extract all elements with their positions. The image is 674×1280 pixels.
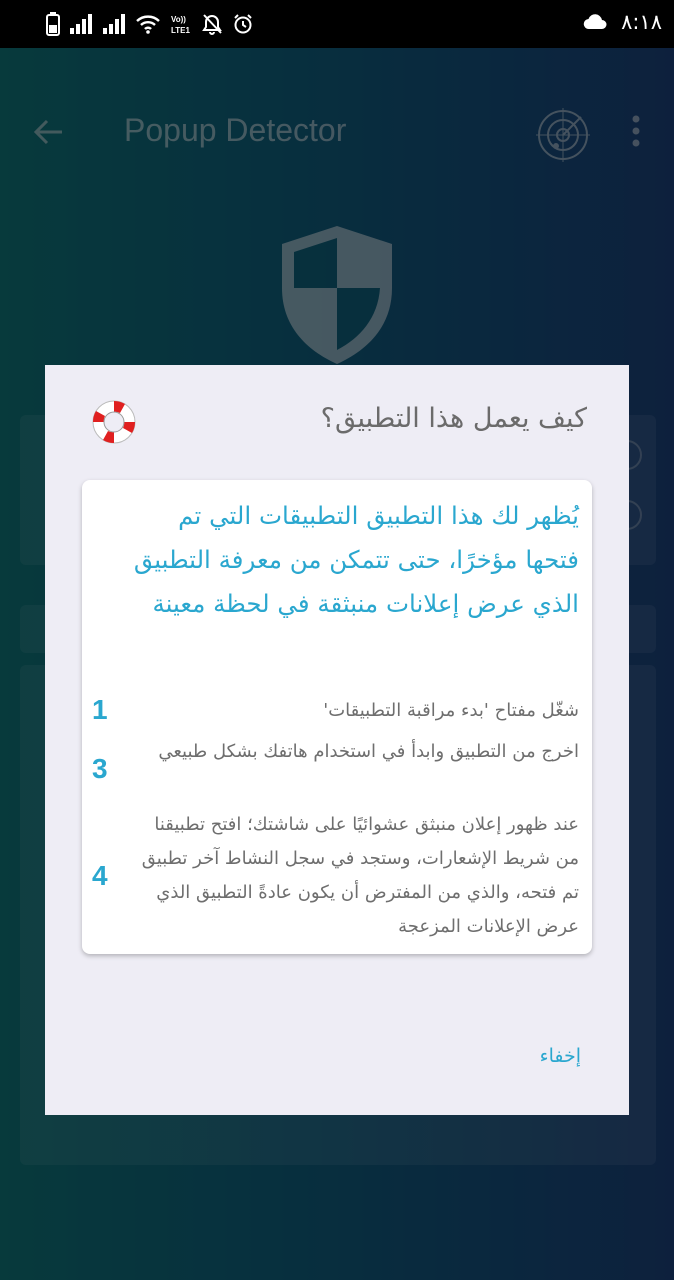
signal-icon — [69, 13, 93, 35]
battery-icon — [46, 12, 60, 36]
how-it-works-dialog — [45, 365, 629, 1115]
step-number: 1 — [92, 694, 108, 725]
mute-icon — [201, 13, 223, 35]
svg-text:Vo)): Vo)) — [171, 15, 186, 24]
dialog-title: كيف يعمل هذا التطبيق؟ — [320, 403, 587, 434]
signal-icon — [102, 13, 126, 35]
alarm-icon — [232, 13, 254, 35]
step-number: 3 — [92, 753, 108, 784]
lifebuoy-icon — [89, 397, 139, 447]
step-text: عند ظهور إعلان منبثق عشوائيًا على شاشتك؛ افتح تطبيقنا من شريط الإشعارات، وستجد في سجل النشاط آخر تطبيق تم فتحه، والذي من المفترض أن يكون عادةً التطبيق الذي عرض الإعلانات المزعجة — [141, 814, 579, 937]
status-time: ٨:١٨ — [621, 10, 662, 34]
volte-icon — [170, 13, 192, 35]
hide-button[interactable]: إخفاء — [539, 1045, 581, 1067]
step-number: 4 — [92, 860, 108, 891]
svg-text:LTE1: LTE1 — [171, 26, 190, 35]
app-title: Popup Detector — [124, 112, 347, 148]
step-text: شغّل مفتاح 'بدء مراقبة التطبيقات' — [323, 700, 579, 721]
step-text: اخرج من التطبيق وابدأ في استخدام هاتفك بشكل طبيعي — [158, 741, 579, 762]
cloud-icon — [583, 14, 607, 30]
status-bar — [0, 0, 674, 48]
dialog-headline: يُظهر لك هذا التطبيق التطبيقات التي تم فتحها مؤخرًا، حتى تتمكن من معرفة التطبيق الذي عرض إعلانات منبثقة في لحظة معينة — [133, 501, 579, 618]
info-card — [82, 480, 592, 954]
wifi-icon — [135, 14, 161, 34]
